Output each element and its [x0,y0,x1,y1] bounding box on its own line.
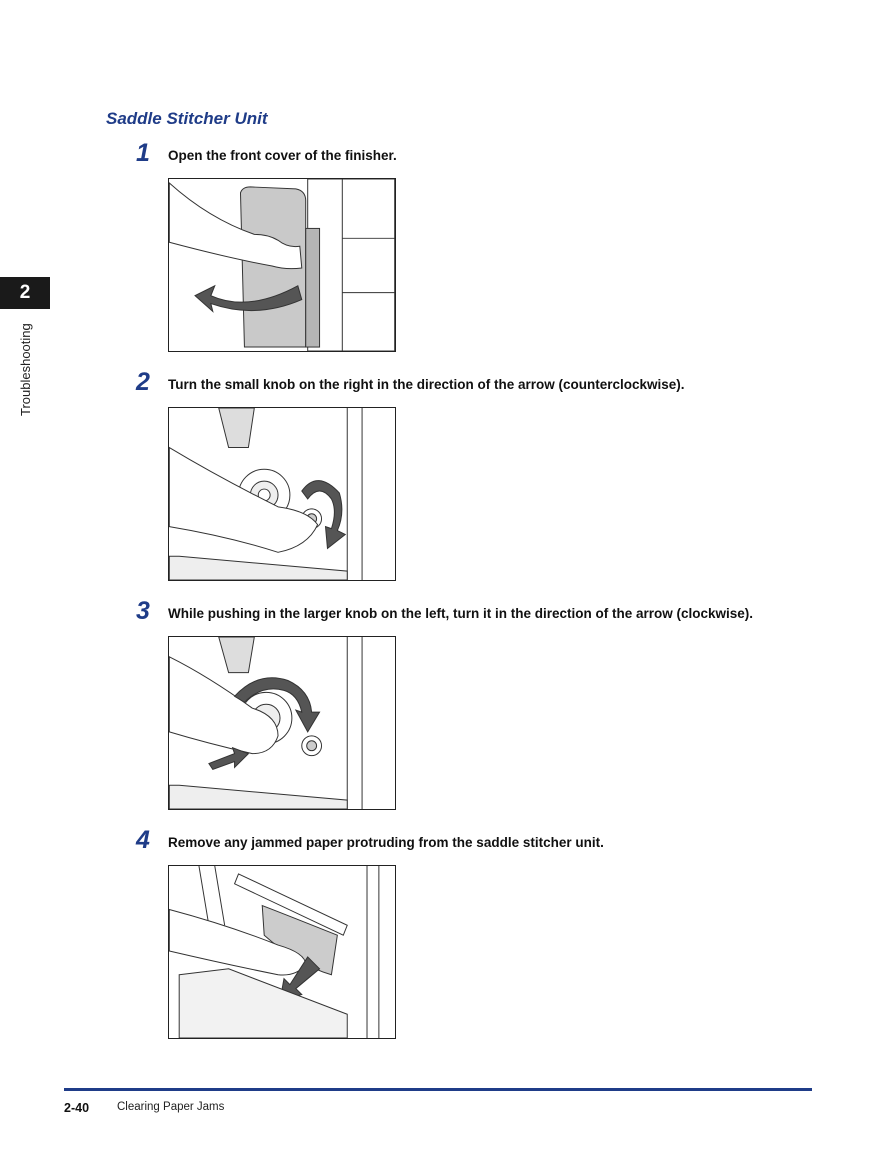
turn-small-knob-drawing [169,408,395,580]
open-front-cover-drawing [169,179,395,351]
step-4-text: Remove any jammed paper protruding from the saddle stitcher unit. [168,835,604,850]
footer-rule [64,1088,812,1091]
turn-large-knob-drawing [169,637,395,809]
step-4-number: 4 [136,826,150,854]
section-title: Saddle Stitcher Unit [106,109,268,128]
step-3-illustration [168,636,396,810]
step-2-number: 2 [136,368,150,396]
step-1-number: 1 [136,139,150,167]
footer-chapter-title: Clearing Paper Jams [117,1101,225,1113]
step-3-text: While pushing in the larger knob on the left, turn it in the direction of the arrow (clockwise). [168,606,754,621]
step-2-text: Turn the small knob on the right in the direction of the arrow (counterclockwise). [168,377,685,392]
step-3-number: 3 [136,597,150,625]
step-2-illustration [168,407,396,581]
page-number: 2-40 [64,1101,90,1115]
remove-jammed-paper-drawing [169,866,395,1038]
step-1-illustration [168,178,396,352]
step-4-illustration [168,865,396,1039]
chapter-tab: 2 [0,277,50,309]
step-1-text: Open the front cover of the finisher. [168,148,397,163]
chapter-label: Troubleshooting [18,323,33,416]
